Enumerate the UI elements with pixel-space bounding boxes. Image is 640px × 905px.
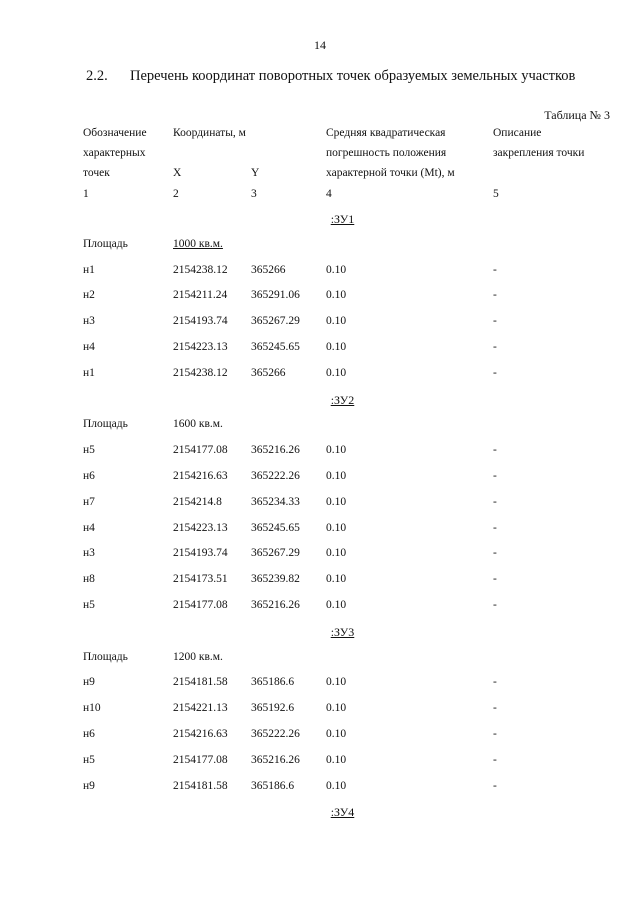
area-label: Площадь (83, 237, 128, 250)
area-label: Площадь (83, 650, 128, 663)
point-id: н7 (83, 495, 95, 508)
point-id: н5 (83, 444, 95, 457)
point-y: 365222.26 (251, 470, 300, 482)
point-id: н1 (83, 263, 95, 276)
point-description: - (493, 547, 497, 560)
point-description: - (493, 341, 497, 353)
header-y: Y (251, 167, 260, 179)
section-number: 2.2. (86, 68, 108, 84)
header-description-line1: Описание (493, 127, 542, 139)
point-x: 2154216.63 (173, 470, 228, 482)
point-mt: 0.10 (326, 573, 347, 586)
header-designation-line1: Обозначение (83, 127, 147, 139)
point-id: н4 (83, 341, 95, 353)
point-x: 2154193.74 (173, 315, 228, 328)
point-mt: 0.10 (326, 366, 347, 379)
point-y: 365216.26 (251, 599, 300, 611)
point-x: 2154177.08 (173, 599, 228, 611)
point-id: н5 (83, 753, 95, 766)
point-description: - (493, 521, 497, 534)
point-id: н9 (83, 676, 95, 689)
point-x: 2154181.58 (173, 779, 228, 792)
point-description: - (493, 728, 497, 740)
point-x: 2154173.51 (173, 573, 228, 586)
point-x: 2154177.08 (173, 753, 228, 766)
point-y: 365216.26 (251, 444, 300, 457)
point-description: - (493, 676, 497, 689)
header-description-line2: закрепления точки (493, 147, 585, 159)
point-y: 365267.29 (251, 547, 300, 560)
point-x: 2154221.13 (173, 702, 228, 715)
point-y: 365234.33 (251, 495, 300, 508)
header-designation-line3: точек (83, 167, 110, 179)
point-x: 2154214.8 (173, 495, 222, 508)
point-id: н10 (83, 702, 101, 715)
point-mt: 0.10 (326, 702, 347, 715)
point-description: - (493, 779, 497, 792)
zone-heading: :ЗУ1 (330, 212, 355, 226)
point-x: 2154238.12 (173, 263, 228, 276)
point-description: - (493, 289, 497, 302)
point-x: 2154216.63 (173, 728, 228, 740)
point-y: 365291.06 (251, 289, 300, 302)
point-description: - (493, 495, 497, 508)
point-description: - (493, 263, 497, 276)
point-x: 2154181.58 (173, 676, 228, 689)
table-label: Таблица № 3 (544, 108, 610, 122)
header-number-3: 3 (251, 188, 257, 200)
point-y: 365266 (251, 263, 286, 276)
point-y: 365186.6 (251, 779, 295, 792)
area-value: 1600 кв.м. (173, 418, 223, 431)
point-description: - (493, 599, 497, 611)
point-y: 365186.6 (251, 676, 295, 689)
point-x: 2154211.24 (173, 289, 228, 302)
point-description: - (493, 366, 497, 379)
header-number-5: 5 (493, 188, 499, 200)
point-y: 365222.26 (251, 728, 300, 740)
point-id: н6 (83, 728, 95, 740)
point-y: 365266 (251, 366, 286, 379)
point-mt: 0.10 (326, 470, 347, 482)
header-number-2: 2 (173, 188, 179, 200)
section-title-text: Перечень координат поворотных точек образуемых земельных участков (130, 68, 576, 84)
point-mt: 0.10 (326, 676, 347, 689)
page-number: 14 (314, 38, 326, 52)
point-mt: 0.10 (326, 263, 347, 276)
point-mt: 0.10 (326, 444, 347, 457)
point-description: - (493, 753, 497, 766)
point-x: 2154238.12 (173, 366, 228, 379)
header-number-1: 1 (83, 188, 89, 200)
header-designation-line2: характерных (83, 147, 146, 159)
point-description: - (493, 702, 497, 715)
zone-heading: :ЗУ3 (330, 624, 355, 639)
point-mt: 0.10 (326, 547, 347, 560)
point-x: 2154177.08 (173, 444, 228, 457)
point-y: 365245.65 (251, 521, 300, 534)
header-coordinates: Координаты, м (173, 127, 246, 139)
point-id: н1 (83, 366, 95, 379)
point-id: н5 (83, 599, 95, 611)
point-mt: 0.10 (326, 341, 347, 353)
header-number-4: 4 (326, 188, 332, 200)
point-description: - (493, 573, 497, 586)
point-y: 365245.65 (251, 341, 300, 353)
header-mt-line2: погрешность положения (326, 147, 447, 159)
point-y: 365239.82 (251, 573, 300, 586)
point-mt: 0.10 (326, 779, 347, 792)
point-mt: 0.10 (326, 728, 347, 740)
point-description: - (493, 315, 497, 328)
point-mt: 0.10 (326, 521, 347, 534)
zone-heading: :ЗУ2 (330, 392, 355, 407)
header-mt-line1: Средняя квадратическая (326, 127, 446, 139)
point-x: 2154193.74 (173, 547, 228, 560)
point-y: 365192.6 (251, 702, 295, 715)
area-label: Площадь (83, 418, 128, 431)
point-description: - (493, 470, 497, 482)
point-mt: 0.10 (326, 289, 347, 302)
point-description: - (493, 444, 497, 457)
point-x: 2154223.13 (173, 341, 228, 353)
point-id: н3 (83, 315, 95, 328)
section-title (86, 68, 575, 85)
point-mt: 0.10 (326, 599, 347, 611)
header-x: X (173, 167, 182, 179)
point-x: 2154223.13 (173, 521, 228, 534)
area-value: 1000 кв.м. (173, 237, 223, 250)
point-id: н3 (83, 547, 95, 560)
point-id: н8 (83, 573, 95, 586)
point-mt: 0.10 (326, 315, 347, 328)
point-y: 365216.26 (251, 753, 300, 766)
point-id: н9 (83, 779, 95, 792)
header-mt-line3: характерной точки (Mt), м (326, 167, 455, 179)
point-y: 365267.29 (251, 315, 300, 328)
point-id: н2 (83, 289, 95, 302)
zone-heading: :ЗУ4 (330, 805, 355, 820)
point-id: н6 (83, 470, 95, 482)
point-mt: 0.10 (326, 495, 347, 508)
area-value: 1200 кв.м. (173, 650, 223, 663)
point-mt: 0.10 (326, 753, 347, 766)
point-id: н4 (83, 521, 95, 534)
